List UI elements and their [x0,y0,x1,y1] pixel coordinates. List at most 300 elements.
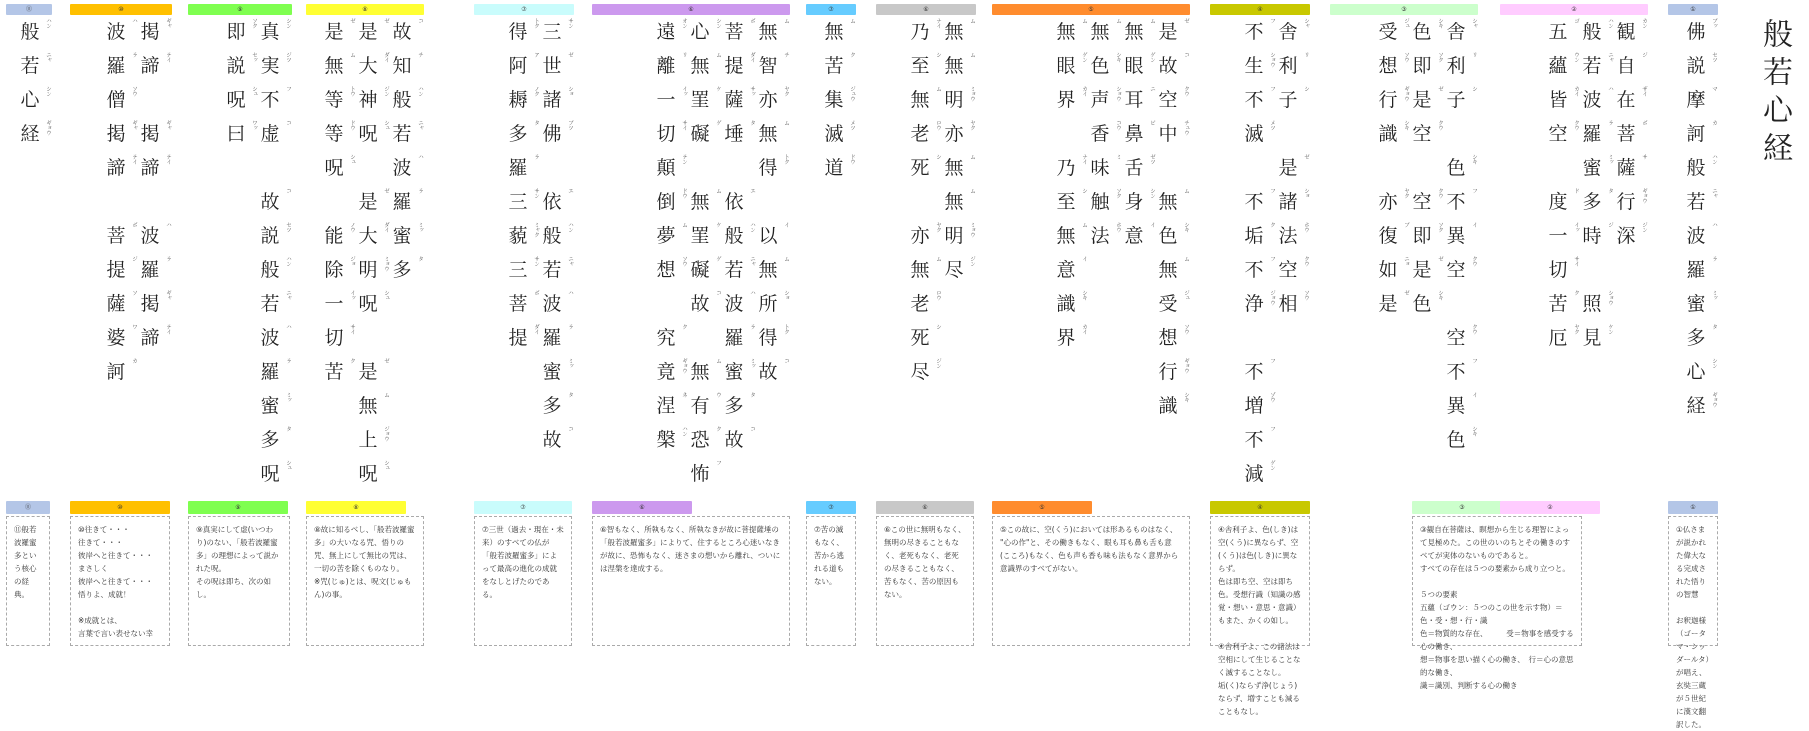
column-group [1376,18,1478,460]
kanji: 減 [1244,463,1264,485]
kanji-cell [138,324,172,358]
kanji-cell [1156,120,1190,154]
furigana: ソク [1437,222,1443,232]
furigana: ジョウ [1269,290,1275,305]
kanji-cell [1242,154,1276,188]
furigana: ム [783,18,789,23]
kanji-cell [756,18,790,52]
furigana: シキ [1437,290,1443,300]
kanji-cell [258,86,292,120]
kanji: 蜜 [1582,157,1602,179]
kanji-cell [104,256,138,290]
note-box: ⑦三世（過去・現在・未来）のすべての仏が「般若波羅蜜多」によって最高の進化の成就をなしとげたのである。 [474,516,572,646]
kanji-cell [506,324,540,358]
furigana: ム [1115,18,1121,23]
kanji-cell [1684,86,1718,120]
kanji-cell [654,120,688,154]
kanji: 乃 [910,21,930,43]
column-group [908,18,976,392]
furigana: ブ [1403,222,1409,227]
kanji: 子 [1278,89,1298,111]
furigana: メツ [1269,120,1275,130]
kanji-cell [1156,392,1190,426]
kanji-cell [506,52,540,86]
text-column [1276,18,1310,494]
kanji-cell [356,52,390,86]
kanji-cell [138,222,172,256]
kanji: 菩 [724,21,744,43]
furigana: ソウ [1183,324,1189,334]
furigana: テイ [165,154,171,164]
kanji-cell [1410,188,1444,222]
kanji: 諸 [542,89,562,111]
kanji-cell [822,86,856,120]
kanji: 身 [1124,191,1144,213]
kanji-cell [1088,52,1122,86]
furigana: タ [417,256,423,261]
kanji-cell [390,18,424,52]
kanji-cell [722,120,756,154]
furigana: ニャ [417,120,423,130]
kanji-cell [138,86,172,120]
kanji-cell [688,154,722,188]
kanji-cell [390,52,424,86]
furigana: ハン [417,86,423,96]
kanji-cell [908,154,942,188]
furigana: ソウ [131,86,137,96]
kanji-cell [822,18,856,52]
kanji: 利 [1278,55,1298,77]
kanji: 如 [1378,259,1398,281]
furigana: ム [383,392,389,397]
kanji-cell [356,358,390,392]
note-number: ⑥ [592,501,692,514]
furigana: チ [417,52,423,57]
kanji-cell [356,222,390,256]
kanji-cell [356,188,390,222]
furigana: ヤク [1403,188,1409,198]
kanji-cell [688,392,722,426]
furigana: シャ [1471,18,1477,28]
furigana: ニャ [1607,52,1613,62]
furigana: ム [715,358,721,363]
kanji: 恐 [690,429,710,451]
text-column [322,18,356,494]
furigana: シュ [251,86,257,96]
kanji: 受 [1158,293,1178,315]
furigana: ニョ [1403,256,1409,266]
kanji-cell [756,154,790,188]
text-column [722,18,756,494]
kanji: 無 [758,123,778,145]
furigana: ゼ [567,52,573,57]
kanji-cell [1122,154,1156,188]
kanji-cell [1054,154,1088,188]
kanji-cell [942,256,976,290]
kanji-cell [356,120,390,154]
kanji-cell [756,256,790,290]
furigana: コ [285,120,291,125]
kanji: 提 [724,55,744,77]
kanji-cell [1242,460,1276,494]
furigana: イ [1149,222,1155,227]
text-column [1156,18,1190,426]
kanji-cell [1276,86,1310,120]
kanji-cell [1054,324,1088,358]
furigana: ニャ [285,290,291,300]
kanji-cell [258,52,292,86]
kanji: 時 [1582,225,1602,247]
kanji: 心 [1686,361,1706,383]
kanji: 知 [392,55,412,77]
kanji: 掲 [140,21,160,43]
kanji-cell [1276,290,1310,324]
kanji-cell [1580,188,1614,222]
furigana: ゼ [1183,18,1189,23]
kanji: 依 [542,191,562,213]
kanji: 羅 [140,259,160,281]
kanji-cell [1444,188,1478,222]
furigana: ソク [251,18,257,28]
furigana: タ [285,426,291,431]
kanji: 曰 [226,123,246,145]
kanji: 波 [260,327,280,349]
kanji-cell [506,256,540,290]
kanji-cell [390,86,424,120]
kanji: 識 [1056,293,1076,315]
furigana: クウ [1471,256,1477,266]
kanji: 無 [944,157,964,179]
kanji-cell [104,222,138,256]
furigana: ホウ [1303,222,1309,232]
kanji: 般 [1686,157,1706,179]
furigana: ラ [1607,120,1613,125]
kanji: 深 [1616,225,1636,247]
furigana: ラ [567,324,573,329]
kanji: 訶 [1686,123,1706,145]
kanji: 諦 [140,157,160,179]
kanji-cell [104,18,138,52]
kanji-cell [18,120,52,154]
furigana: ハ [749,290,755,295]
furigana: ジ [1641,52,1647,57]
furigana: シ [935,52,941,57]
kanji: 色 [1446,157,1466,179]
kanji: 切 [1548,259,1568,281]
furigana: ニャ [567,256,573,266]
kanji-cell [18,86,52,120]
section-number: ⑥ [592,4,790,15]
kanji-cell [1546,324,1580,358]
kanji-cell [138,188,172,222]
kanji: 浄 [1244,293,1264,315]
furigana: タ [1711,324,1717,329]
kanji-cell [722,392,756,426]
kanji-cell [104,120,138,154]
kanji: 眼 [1124,55,1144,77]
furigana: シュ [285,460,291,470]
note-box: ③観自在菩薩は、瞑想から生じる理智によって見極めた。この世のいのちとその働きのすべてが実体のないものであると。 すべての存在は５つの要素から成り立つと。 ５つの要素 五蘊（ゴウン：５つのこの世を示す物）＝色・受・想・行・識 色＝物質的な存在、 受＝物事を感受する心の働き、 想＝物事を思い描く心の働き、 行＝心の意思的な働き、 識＝識別、判断する心の働き [1412,516,1582,646]
kanji-cell [756,358,790,392]
kanji: 老 [910,123,930,145]
furigana: ヤク [783,86,789,96]
kanji: 声 [1090,89,1110,111]
kanji: 蘊 [1548,55,1568,77]
kanji: 故 [1158,55,1178,77]
kanji-cell [1376,154,1410,188]
kanji: 蜜 [1686,293,1706,315]
text-column [506,18,540,460]
kanji-cell [506,222,540,256]
kanji: 明 [944,225,964,247]
furigana: サン [567,18,573,28]
kanji: 世 [542,55,562,77]
kanji: 無 [1056,225,1076,247]
furigana: エ [567,188,573,193]
kanji-cell [1276,52,1310,86]
kanji: 智 [758,55,778,77]
furigana: イ [783,222,789,227]
kanji: 波 [140,225,160,247]
note-box: ①仏さまが説かれた偉大なる完成された悟りの智慧 お釈迦様（ゴータマ・シッダールタ）が唱え、玄奘三蔵が５世紀に漢文翻訳した。 [1668,516,1718,646]
kanji-cell [1614,52,1648,86]
kanji-cell [1580,52,1614,86]
kanji: 礙 [690,259,710,281]
furigana: ゾウ [1269,392,1275,402]
furigana: テイ [131,154,137,164]
kanji-cell [688,188,722,222]
kanji-cell [654,154,688,188]
kanji-cell [540,120,574,154]
kanji-cell [1156,358,1190,392]
kanji-cell [1580,290,1614,324]
kanji-cell [1156,188,1190,222]
text-column [1684,18,1718,426]
kanji-cell [1242,256,1276,290]
text-column [908,18,942,392]
kanji-cell [908,18,942,52]
kanji: 有 [690,395,710,417]
furigana: ミッ [1607,154,1613,164]
kanji: 空 [1412,191,1432,213]
furigana: タ [533,120,539,125]
furigana: ハ [285,324,291,329]
furigana: ミッ [1711,290,1717,300]
text-column [1122,18,1156,426]
kanji-cell [1376,256,1410,290]
furigana: タ [567,392,573,397]
note-number: ④ [1210,501,1310,514]
kanji: 蜜 [392,225,412,247]
furigana: ミョウ [969,86,975,101]
note-number: ⑦ [806,501,856,514]
furigana: ゲ [715,256,721,261]
kanji-cell [908,324,942,358]
kanji: 薩 [724,89,744,111]
kanji: 色 [1158,225,1178,247]
kanji-cell [258,324,292,358]
kanji-cell [258,358,292,392]
kanji-cell [942,86,976,120]
furigana: ラ [1711,256,1717,261]
kanji-cell [1410,256,1444,290]
kanji: 即 [1412,55,1432,77]
kanji: 不 [1446,361,1466,383]
furigana: ダイ [533,324,539,334]
kanji-cell [942,18,976,52]
furigana: ラ [417,188,423,193]
kanji: 不 [1244,191,1264,213]
furigana: ソウ [1303,290,1309,300]
furigana: サン [533,256,539,266]
furigana: ソウ [681,256,687,266]
furigana: ハ [1607,86,1613,91]
furigana: リ [1471,52,1477,57]
kanji-cell [1614,222,1648,256]
section-number: ② [1500,4,1648,15]
kanji: 婆 [106,327,126,349]
furigana: シキ [1471,426,1477,436]
kanji: 藐 [508,225,528,247]
furigana: ジン [935,358,941,368]
furigana: トク [783,154,789,164]
furigana: ショウ [1115,86,1121,101]
kanji-cell [1242,188,1276,222]
furigana: シキ [1437,18,1443,28]
kanji: 若 [392,123,412,145]
kanji-cell [1156,52,1190,86]
kanji: 般 [20,21,40,43]
kanji-cell [1054,120,1088,154]
kanji-cell [722,188,756,222]
text-column [756,18,790,494]
furigana: タ [749,392,755,397]
kanji: 滅 [824,123,844,145]
kanji-cell [104,154,138,188]
kanji-cell [688,120,722,154]
kanji: 一 [324,293,344,315]
kanji-cell [1122,18,1156,52]
kanji-cell [654,86,688,120]
kanji-cell [224,52,258,86]
kanji: 多 [724,395,744,417]
furigana: フ [1269,358,1275,363]
kanji: 怖 [690,463,710,485]
kanji-cell [104,290,138,324]
kanji-cell [356,324,390,358]
kanji-cell [654,392,688,426]
kanji: 舎 [1446,21,1466,43]
text-column [104,18,138,392]
furigana: カン [1641,18,1647,28]
kanji-cell [1122,120,1156,154]
kanji: 尽 [944,259,964,281]
note-box: ⑥智もなく、所執もなく、所執なきが故に菩提薩埵の「般若波羅蜜多」によりて、住するところ心迷いなきが故に、恐怖もなく、迷さまの想いから離れ、ついには涅槃を達成する。 [592,516,790,646]
kanji-cell [756,120,790,154]
kanji-cell [722,222,756,256]
kanji: 皆 [1548,89,1568,111]
kanji-cell [258,256,292,290]
kanji-cell [356,154,390,188]
kanji: 是 [358,191,378,213]
kanji-cell [1276,222,1310,256]
furigana: ミッ [285,392,291,402]
kanji-cell [688,290,722,324]
kanji-cell [258,188,292,222]
kanji: 不 [1244,429,1264,451]
kanji: 復 [1378,225,1398,247]
kanji-cell [540,256,574,290]
note-number: ⑥ [876,501,974,514]
furigana: ブッ [1711,18,1717,28]
kanji: 至 [910,55,930,77]
kanji-cell [258,290,292,324]
kanji-cell [1122,188,1156,222]
furigana: ロウ [935,120,941,130]
kanji: 識 [1378,123,1398,145]
kanji: 波 [1582,89,1602,111]
kanji: 是 [1278,157,1298,179]
kanji: 般 [542,225,562,247]
kanji: 無 [758,259,778,281]
furigana: フ [285,86,291,91]
kanji-cell [138,154,172,188]
kanji-cell [224,120,258,154]
furigana: ソク [1115,188,1121,198]
kanji: 槃 [656,429,676,451]
furigana: ク [681,324,687,329]
kanji-cell [1242,18,1276,52]
kanji: 顛 [656,157,676,179]
kanji: 見 [1582,327,1602,349]
column-group [506,18,574,460]
kanji: 羅 [1686,259,1706,281]
kanji: 香 [1090,123,1110,145]
furigana: ム [1183,188,1189,193]
kanji: 空 [1158,89,1178,111]
kanji-cell [722,426,756,460]
furigana: シキ [1115,52,1121,62]
furigana: ソ [131,290,137,295]
kanji: 切 [656,123,676,145]
kanji-cell [540,426,574,460]
kanji-cell [756,86,790,120]
furigana: ゲ [715,120,721,125]
furigana: ジョ [349,256,355,266]
kanji: 亦 [910,225,930,247]
kanji-cell [390,188,424,222]
kanji: 般 [724,225,744,247]
kanji-cell [654,324,688,358]
kanji: 離 [656,55,676,77]
kanji: 老 [910,293,930,315]
kanji: 僧 [106,89,126,111]
furigana: ダイ [383,222,389,232]
furigana: ゼ [1437,256,1443,261]
kanji: 是 [1378,293,1398,315]
kanji-cell [1156,290,1190,324]
furigana: ク [349,358,355,363]
kanji-cell [356,86,390,120]
kanji-cell [1376,120,1410,154]
furigana: ギャ [131,120,137,130]
kanji-cell [1088,86,1122,120]
kanji-cell [138,18,172,52]
kanji: 若 [260,293,280,315]
kanji-cell [1156,222,1190,256]
kanji-cell [1684,256,1718,290]
kanji: 故 [690,293,710,315]
